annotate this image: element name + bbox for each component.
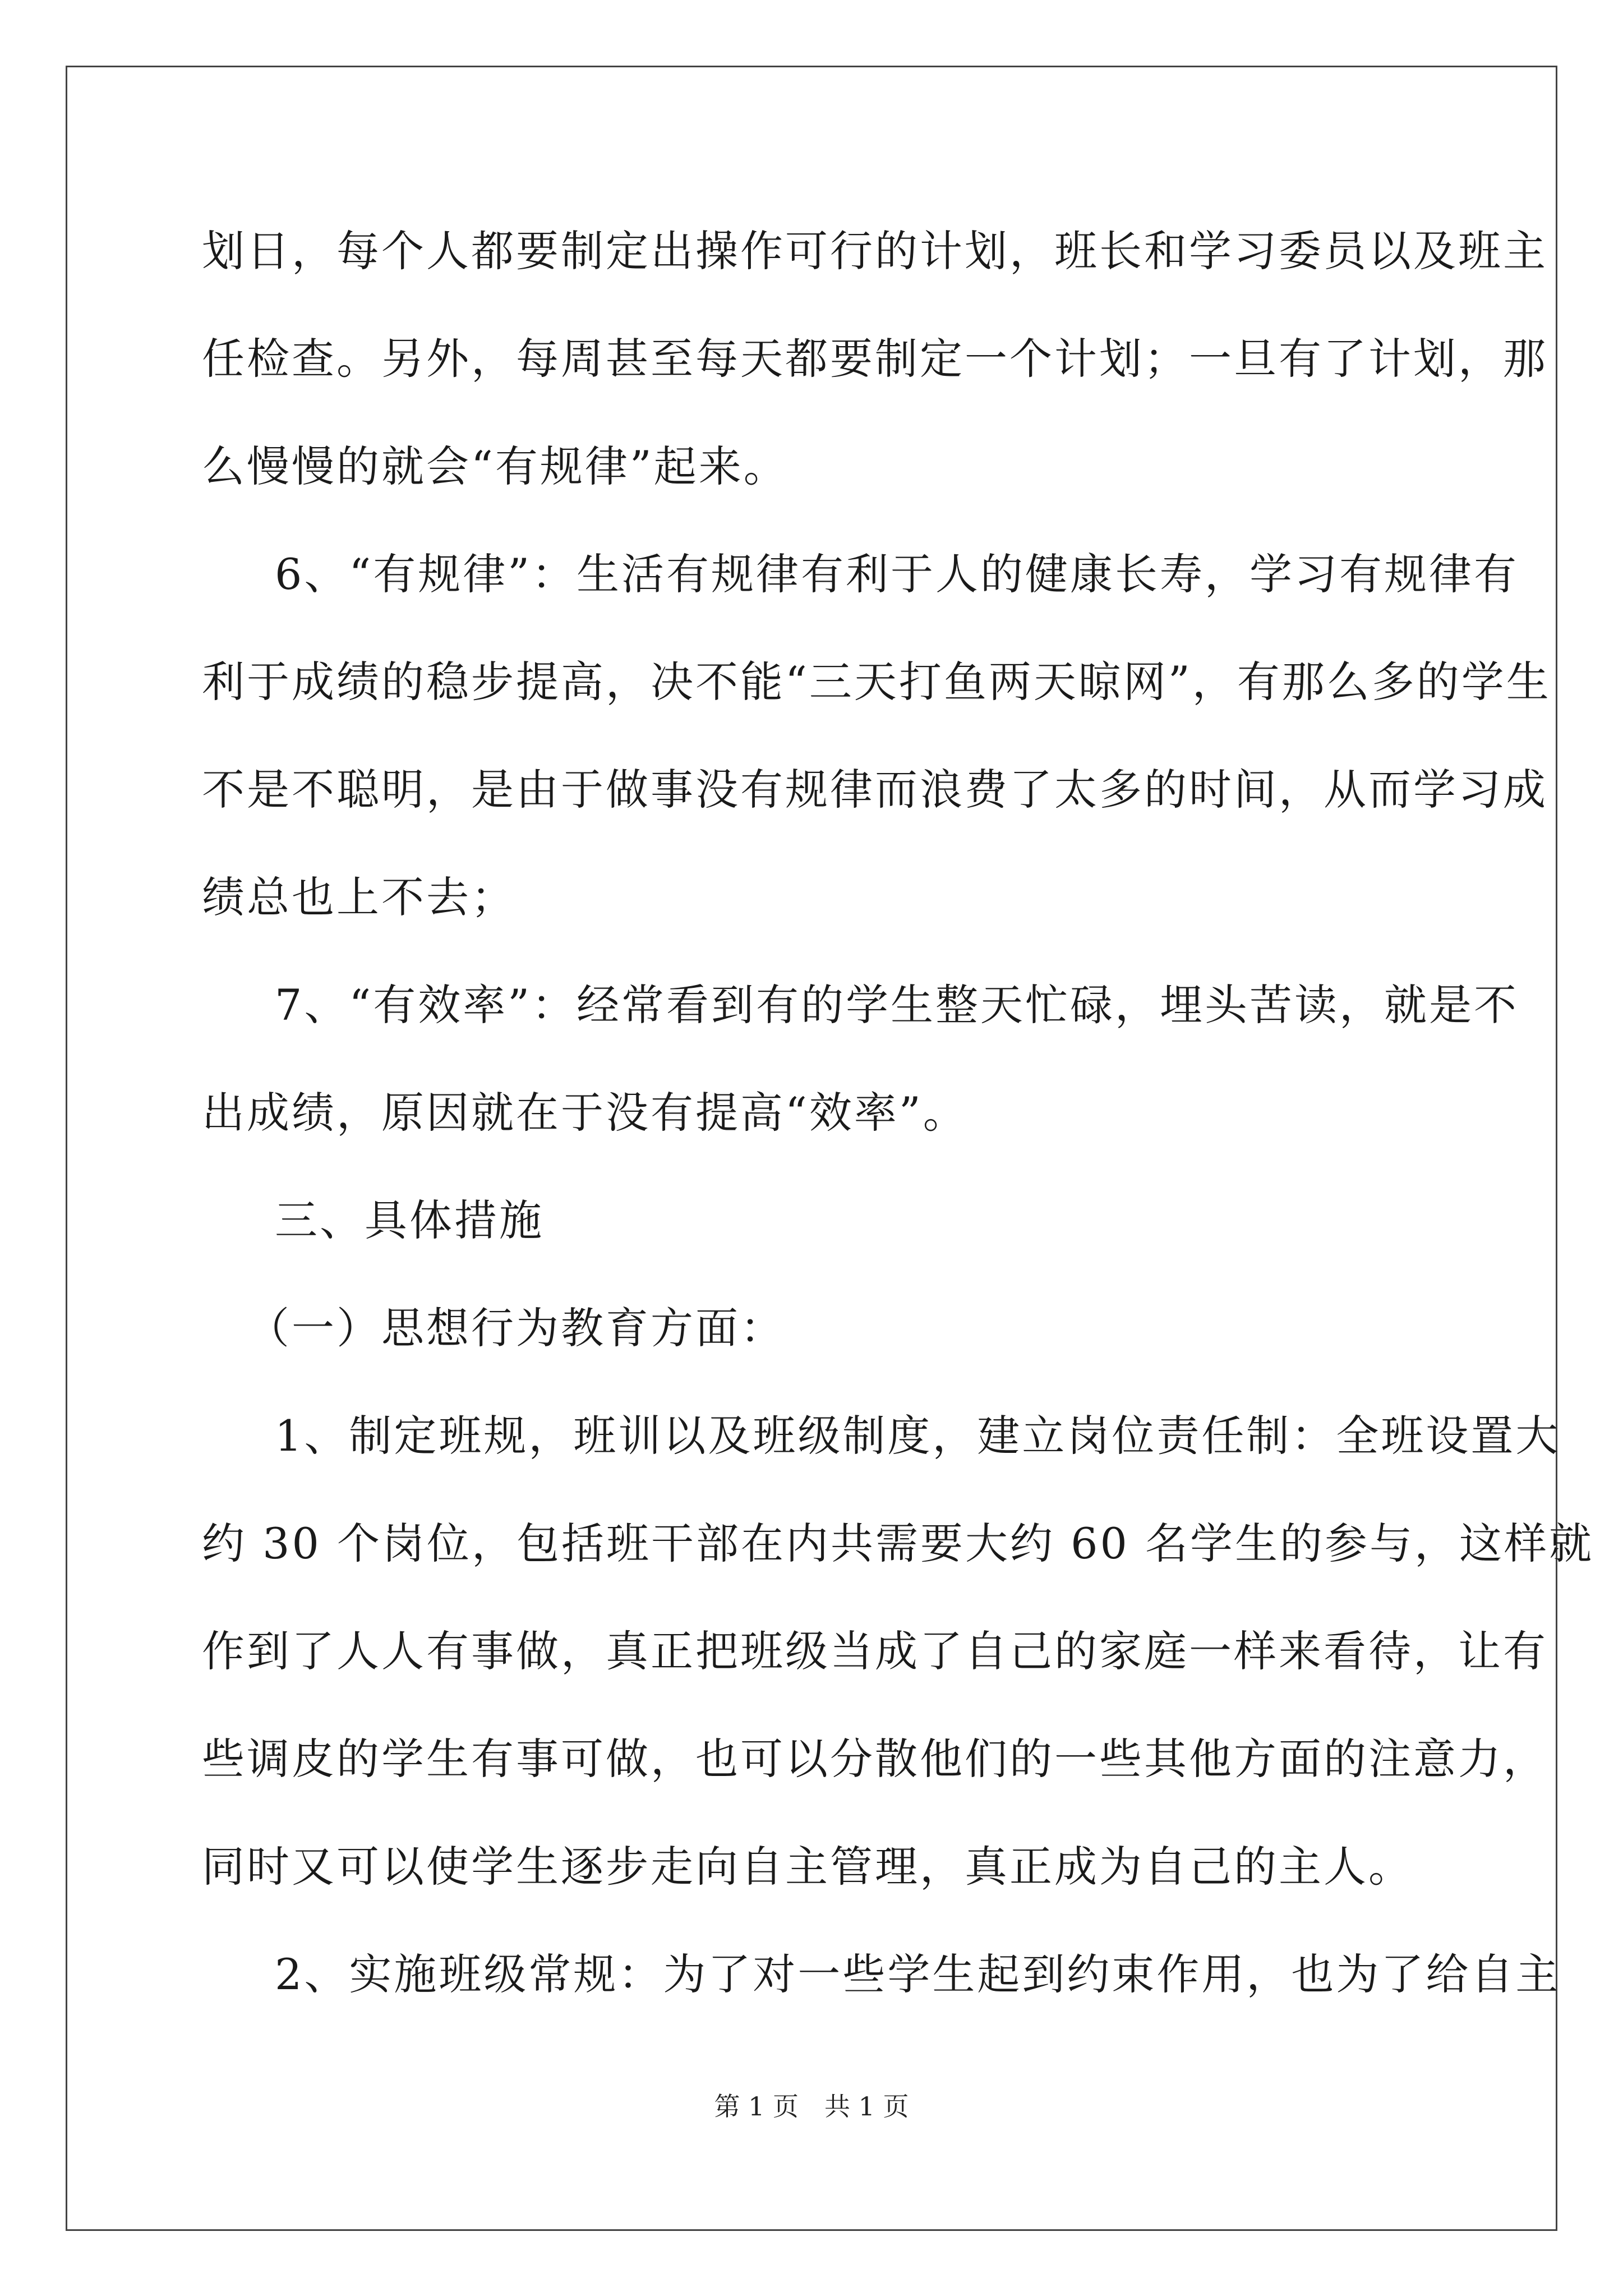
body-text-line: 同时又可以使学生逐步走向自主管理，真正成为自己的主人。 bbox=[202, 1842, 1413, 1892]
body-text-line: 任检查。另外，每周甚至每天都要制定一个计划；一旦有了计划，那 bbox=[202, 334, 1548, 384]
body-text-line: 么慢慢的就会“有规律”起来。 bbox=[202, 441, 789, 491]
body-text-line: 绩总也上不去； bbox=[202, 872, 516, 922]
body-text-line: 利于成绩的稳步提高，决不能“三天打鱼两天晾网”，有那么多的学生 bbox=[202, 657, 1551, 707]
body-text-line: 6、“有规律”：生活有规律有利于人的健康长寿，学习有规律有 bbox=[275, 549, 1519, 599]
section-heading: 三、具体措施 bbox=[275, 1195, 544, 1245]
body-text-line: 1、制定班规，班训以及班级制度，建立岗位责任制：全班设置大 bbox=[275, 1411, 1561, 1461]
page-footer: 第 1 页 共 1 页 bbox=[714, 2091, 909, 2122]
body-text-line: 约 30 个岗位，包括班干部在内共需要大约 60 名学生的参与，这样就 bbox=[202, 1519, 1594, 1568]
subsection-heading: （一）思想行为教育方面： bbox=[247, 1303, 785, 1353]
body-text-line: 不是不聪明，是由于做事没有规律而浪费了太多的时间，从而学习成 bbox=[202, 765, 1548, 815]
body-text-line: 出成绩，原因就在于没有提高“效率”。 bbox=[202, 1088, 968, 1138]
body-text-line: 作到了人人有事做，真正把班级当成了自己的家庭一样来看待，让有 bbox=[202, 1626, 1548, 1676]
page-border bbox=[66, 66, 1594, 2231]
body-text-line: 些调皮的学生有事可做，也可以分散他们的一些其他方面的注意力， bbox=[202, 1734, 1548, 1784]
body-text-line: 划日，每个人都要制定出操作可行的计划，班长和学习委员以及班主 bbox=[202, 226, 1548, 276]
body-text-line: 7、“有效率”：经常看到有的学生整天忙碌，埋头苦读，就是不 bbox=[275, 980, 1519, 1030]
body-text-line: 2、实施班级常规：为了对一些学生起到约束作用，也为了给自主 bbox=[275, 1949, 1561, 1999]
